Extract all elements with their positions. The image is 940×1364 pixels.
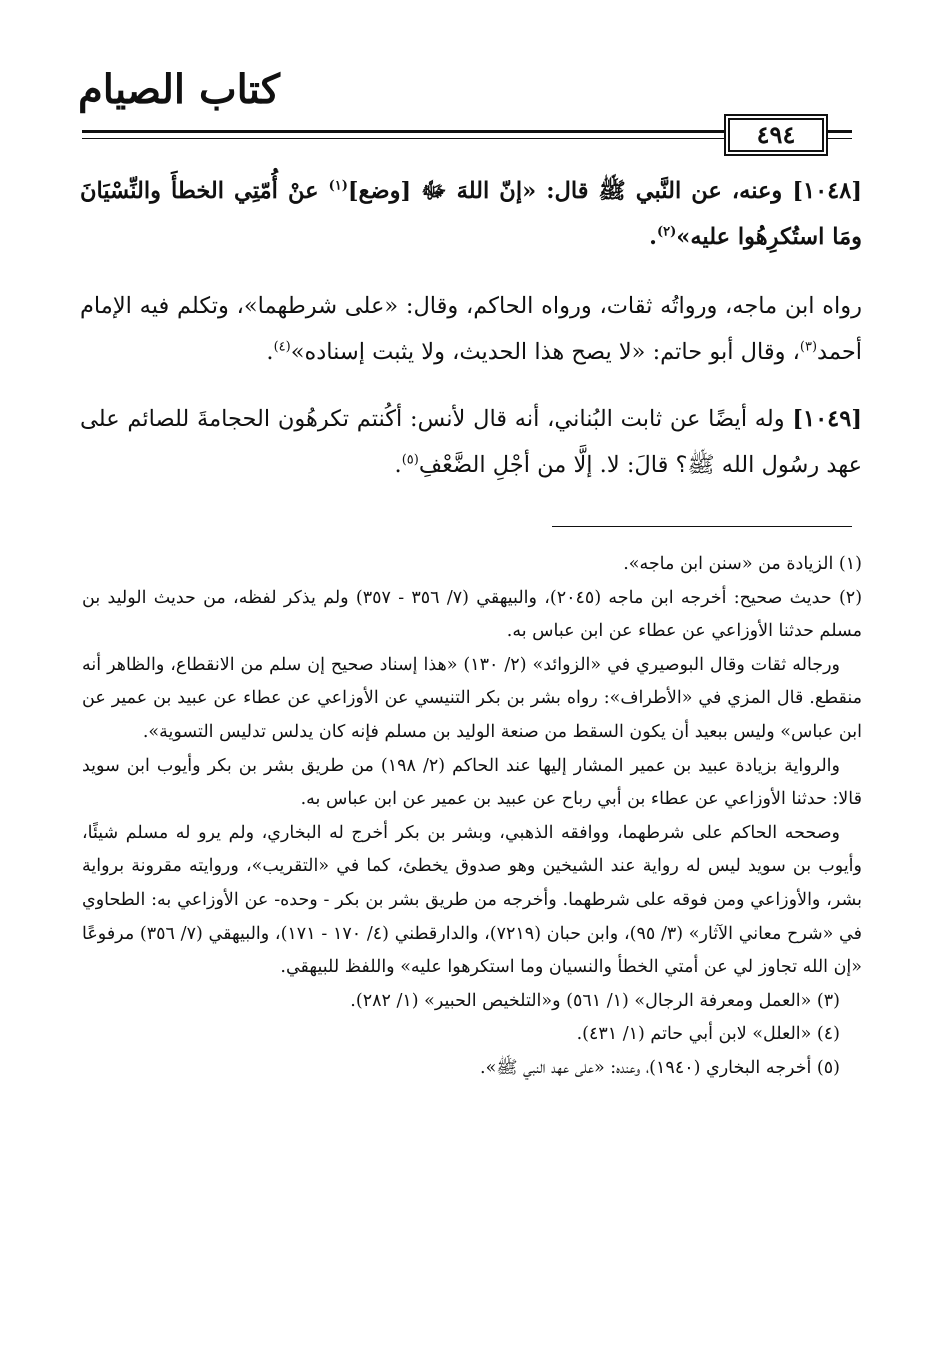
footnote-5: (٥) أخرجه البخاري (١٩٤٠)، وعنده: «على عهد النبي ﷺ». (480, 1057, 840, 1078)
punctuation: . (266, 339, 274, 365)
footnote-2: (٢) حديث صحيح: أخرجه ابن ماجه (٢٠٤٥)، والبيهقي (٧/ ٣٥٦ - ٣٥٧) ولم يذكر لفظه، من حديث الوليد بن مسلم حدثنا الأوزاعي عن عطاء عن ابن عباس به. (82, 587, 863, 642)
paragraph-text: ، وقال أبو حاتم: «لا يصح هذا الحديث، ولا يثبت إسناده» (290, 339, 800, 365)
footnote-2-continuation: وصححه الحاكم على شرطهما، ووافقه الذهبي، وبشر بن بكر أخرج له البخاري، ولم يرو له مسلم شيئًا، وأيوب بن سويد ليس له رواية عند الشيخين وهو صدوق يخطئ، كما في «التقريب»، وروايته مقرونة برواية بشر، والأوزاعي ومن فوقه على شرطهما. وأخرجه من طريق بشر بن بكر - وحده- عن الأوزاعي به: الطحاوي في «شرح معاني الآثار» (٣/ ٩٥)، وابن حبان (٧٢١٩)، والدارقطني (٤/ ١٧٠ - ١٧١)، والبيهقي (٧/ ٣٥٦) مرفوعًا «إن الله تجاوز لي عن أمتي الخطأ والنسيان وما استكرهوا عليه» واللفظ للبيهقي. (82, 822, 862, 978)
punctuation: . (394, 452, 402, 478)
running-header-title: كتاب الصيام (78, 66, 280, 113)
footnote-2-continuation: ورجاله ثقات وقال البوصيري في «الزوائد» (٢/ ١٣٠) «هذا إسناد صحيح إن سلم من الانقطاع، والظاهر أنه منقطع. قال المزي في «الأطراف»: رواه بشر بن بكر التنيسي عن الأوزاعي عن عطاء عن عبيد بن عمير عن ابن عباس» وليس ببعيد أن يكون السقط من صنعة الوليد بن مسلم فإنه كان يدلس تدليس التسوية». (82, 654, 862, 742)
paragraph-text: رواه ابن ماجه، ورواتُه ثقات، ورواه الحاكم، وقال: «على شرطهما»، وتكلم فيه الإمام أحمد (80, 293, 862, 365)
footnote-2-continuation: والرواية بزيادة عبيد بن عمير المشار إليها عند الحاكم (٢/ ١٩٨) من طريق بشر بن بكر وأيوب ابن سويد قالا: حدثنا الأوزاعي عن عطاء بن أبي رباح عن عبيد بن عمير عن ابن عباس به. (82, 755, 862, 810)
hadith-text: وعنه، عن النَّبي ﷺ قال: «إنّ اللهَ ﷻ [وضع] (347, 178, 793, 204)
footnote-4: (٤) «العلل» لابن أبي حاتم (١/ ٤٣١). (576, 1024, 840, 1045)
footnote-ref-2: (٢) (657, 224, 677, 240)
footnote-ref-1: (١) (328, 178, 348, 194)
hadith-text: وله أيضًا عن ثابت البُناني، أنه قال لأنس: أكُنتم تكرهُون الحجامةَ للصائم على عهد رسُول الله ﷺ؟ قالَ: لا. إلَّا من أجْلِ الضَّعْفِ (80, 406, 862, 478)
footnote-3: (٣) «العمل ومعرفة الرجال» (١/ ٥٦١) و«التلخيص الحبير» (١/ ٢٨٢). (350, 990, 840, 1011)
hadith-1048 (80, 168, 862, 260)
hadith-1049 (80, 396, 862, 488)
takhrij-paragraph (80, 283, 862, 375)
hadith-number: [١٠٤٨] (792, 178, 862, 204)
hadith-number: [١٠٤٩] (792, 406, 862, 432)
footnotes-section (82, 548, 862, 1086)
hadith-text: عنْ أُمّتِي الخطأَ والنِّسْيَانَ ومَا استُكرِهُوا عليه» (80, 178, 862, 250)
footnote-ref-5: (٥) (401, 452, 419, 468)
footnote-ref-4: (٤) (273, 339, 291, 355)
footnote-ref-3: (٣) (799, 339, 818, 355)
footnote-1: (١) الزيادة من «سنن ابن ماجه». (623, 554, 862, 574)
footnote-divider (552, 526, 852, 527)
page-number: ٤٩٤ (728, 118, 824, 152)
punctuation: . (649, 224, 657, 250)
